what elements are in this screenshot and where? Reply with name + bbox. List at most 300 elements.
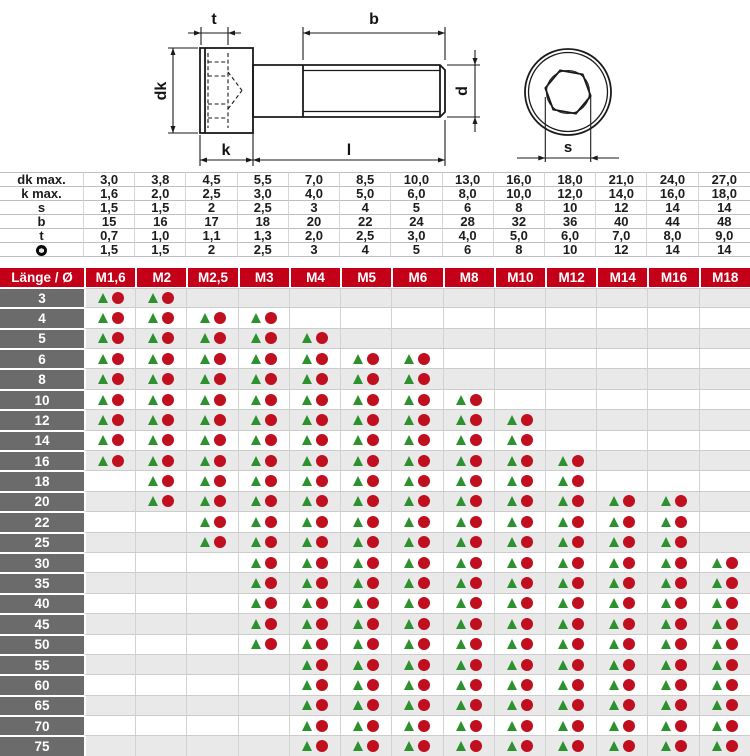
- dimension-row: [0, 201, 750, 215]
- triangle-icon: [251, 558, 261, 568]
- circle-icon: [367, 740, 379, 752]
- availability-markers: [187, 308, 237, 327]
- availability-cell: [84, 674, 135, 694]
- circle-icon: [470, 455, 482, 467]
- availability-markers: [495, 512, 545, 531]
- availability-cell: [443, 695, 494, 715]
- availability-cell: [494, 715, 545, 735]
- availability-cell: [391, 654, 442, 674]
- matrix-row-length-label: 25: [0, 532, 84, 552]
- triangle-icon: [98, 374, 108, 384]
- availability-cell: [545, 368, 596, 388]
- circle-icon: [623, 720, 635, 732]
- availability-cell: [647, 328, 698, 348]
- availability-cell: [391, 572, 442, 592]
- triangle-icon: [661, 537, 671, 547]
- triangle-icon: [353, 496, 363, 506]
- circle-icon: [572, 475, 584, 487]
- matrix-row-length-label: 55: [0, 654, 84, 674]
- availability-cell: [699, 470, 750, 490]
- availability-cell: [289, 348, 340, 368]
- dimension-value-cell: 27,0: [699, 172, 750, 187]
- availability-markers: [444, 655, 494, 674]
- triangle-icon: [712, 639, 722, 649]
- availability-cell: [545, 511, 596, 531]
- triangle-icon: [661, 496, 671, 506]
- availability-cell: [699, 674, 750, 694]
- availability-cell: [494, 450, 545, 470]
- circle-icon: [623, 536, 635, 548]
- matrix-header-size-cell: M5: [340, 268, 391, 288]
- availability-cell: [699, 634, 750, 654]
- circle-icon: [418, 659, 430, 671]
- availability-cell: [545, 552, 596, 572]
- availability-cell: [289, 511, 340, 531]
- availability-cell: [186, 735, 237, 756]
- availability-cell: [647, 491, 698, 511]
- triangle-icon: [609, 639, 619, 649]
- availability-cell: [391, 634, 442, 654]
- availability-cell: [340, 409, 391, 429]
- availability-cell: [494, 552, 545, 572]
- availability-cell: [340, 511, 391, 531]
- circle-icon: [112, 373, 124, 385]
- circle-icon: [316, 455, 328, 467]
- triangle-icon: [609, 700, 619, 710]
- triangle-icon: [609, 660, 619, 670]
- availability-cell: [391, 593, 442, 613]
- availability-cell: [596, 348, 647, 368]
- triangle-icon: [353, 680, 363, 690]
- availability-cell: [84, 654, 135, 674]
- triangle-icon: [302, 558, 312, 568]
- triangle-icon: [251, 313, 261, 323]
- availability-cell: [135, 368, 186, 388]
- availability-cell: [84, 450, 135, 470]
- availability-markers: [392, 512, 442, 531]
- availability-cell: [135, 409, 186, 429]
- circle-icon: [572, 659, 584, 671]
- availability-markers: [341, 471, 391, 490]
- availability-markers: [341, 512, 391, 531]
- triangle-icon: [404, 456, 414, 466]
- availability-markers: [546, 492, 596, 511]
- availability-cell: [443, 532, 494, 552]
- availability-cell: [289, 491, 340, 511]
- availability-cell: [647, 532, 698, 552]
- matrix-row: [0, 674, 750, 694]
- triangle-icon: [404, 619, 414, 629]
- triangle-icon: [148, 456, 158, 466]
- circle-icon: [418, 495, 430, 507]
- dimension-value-cell: 4: [340, 243, 391, 257]
- availability-cell: [596, 389, 647, 409]
- dimension-value-cell: 1,1: [186, 229, 237, 243]
- availability-cell: [135, 593, 186, 613]
- availability-cell: [699, 572, 750, 592]
- triangle-icon: [609, 598, 619, 608]
- circle-icon: [726, 618, 738, 630]
- circle-icon: [521, 455, 533, 467]
- availability-markers: [239, 512, 289, 531]
- availability-cell: [596, 572, 647, 592]
- circle-icon: [112, 312, 124, 324]
- availability-matrix: [0, 268, 750, 756]
- circle-icon: [521, 434, 533, 446]
- circle-icon: [470, 679, 482, 691]
- circle-icon: [675, 720, 687, 732]
- triangle-icon: [558, 598, 568, 608]
- circle-icon: [316, 394, 328, 406]
- triangle-icon: [404, 558, 414, 568]
- availability-cell: [84, 532, 135, 552]
- dimension-row-label: [0, 243, 84, 257]
- availability-markers: [290, 614, 340, 633]
- circle-icon: [521, 720, 533, 732]
- availability-cell: [238, 735, 289, 756]
- availability-cell: [596, 715, 647, 735]
- circle-icon: [418, 414, 430, 426]
- availability-markers: [700, 635, 750, 654]
- availability-cell: [135, 288, 186, 307]
- circle-icon: [675, 699, 687, 711]
- availability-cell: [596, 328, 647, 348]
- availability-markers: [495, 533, 545, 552]
- triangle-icon: [353, 395, 363, 405]
- triangle-icon: [404, 496, 414, 506]
- dimension-value-cell: 24,0: [647, 172, 698, 187]
- availability-cell: [545, 389, 596, 409]
- availability-cell: [238, 695, 289, 715]
- availability-markers: [341, 696, 391, 715]
- availability-cell: [186, 470, 237, 490]
- triangle-icon: [302, 517, 312, 527]
- availability-markers: [444, 594, 494, 613]
- dimension-value-cell: 5: [391, 243, 442, 257]
- availability-markers: [341, 716, 391, 735]
- dimension-value-cell: 7,0: [596, 229, 647, 243]
- circle-icon: [265, 475, 277, 487]
- availability-cell: [647, 450, 698, 470]
- availability-markers: [136, 390, 186, 409]
- triangle-icon: [353, 598, 363, 608]
- availability-cell: [186, 654, 237, 674]
- triangle-icon: [661, 517, 671, 527]
- availability-cell: [699, 389, 750, 409]
- availability-markers: [290, 696, 340, 715]
- triangle-icon: [302, 700, 312, 710]
- triangle-icon: [507, 639, 517, 649]
- circle-icon: [316, 536, 328, 548]
- circle-icon: [367, 618, 379, 630]
- matrix-header-length-label: Länge / Ø: [0, 268, 84, 288]
- availability-cell: [391, 735, 442, 756]
- availability-markers: [290, 594, 340, 613]
- availability-markers: [290, 369, 340, 388]
- availability-cell: [699, 368, 750, 388]
- circle-icon: [214, 536, 226, 548]
- circle-icon: [265, 373, 277, 385]
- availability-markers: [392, 655, 442, 674]
- triangle-icon: [404, 721, 414, 731]
- availability-markers: [648, 614, 698, 633]
- availability-markers: [136, 308, 186, 327]
- triangle-icon: [456, 741, 466, 751]
- circle-icon: [521, 597, 533, 609]
- triangle-icon: [558, 660, 568, 670]
- dimension-value-cell: 5: [391, 201, 442, 215]
- triangle-icon: [456, 721, 466, 731]
- availability-cell: [84, 735, 135, 756]
- circle-icon: [521, 740, 533, 752]
- availability-cell: [494, 307, 545, 327]
- matrix-row-length-label: 75: [0, 735, 84, 756]
- circle-icon: [675, 536, 687, 548]
- availability-markers: [495, 716, 545, 735]
- availability-markers: [290, 471, 340, 490]
- availability-cell: [340, 491, 391, 511]
- availability-cell: [391, 450, 442, 470]
- availability-cell: [186, 715, 237, 735]
- triangle-icon: [302, 456, 312, 466]
- triangle-icon: [251, 537, 261, 547]
- circle-icon: [726, 740, 738, 752]
- triangle-icon: [251, 639, 261, 649]
- matrix-row: [0, 634, 750, 654]
- availability-markers: [444, 696, 494, 715]
- dimension-value-cell: 14: [699, 243, 750, 257]
- availability-markers: [546, 471, 596, 490]
- availability-cell: [135, 695, 186, 715]
- circle-icon: [623, 740, 635, 752]
- circle-icon: [675, 557, 687, 569]
- availability-cell: [494, 389, 545, 409]
- circle-icon: [162, 414, 174, 426]
- circle-icon: [367, 394, 379, 406]
- triangle-icon: [302, 374, 312, 384]
- availability-markers: [290, 736, 340, 756]
- triangle-icon: [558, 680, 568, 690]
- dimension-value-cell: 20: [289, 215, 340, 229]
- triangle-icon: [404, 598, 414, 608]
- availability-cell: [443, 552, 494, 572]
- availability-markers: [597, 512, 647, 531]
- dimension-value-cell: 15: [84, 215, 135, 229]
- availability-markers: [700, 594, 750, 613]
- circle-icon: [418, 434, 430, 446]
- availability-markers: [392, 410, 442, 429]
- availability-markers: [648, 696, 698, 715]
- availability-cell: [135, 552, 186, 572]
- dimension-value-cell: 18,0: [699, 187, 750, 201]
- dimension-value-cell: 6,0: [545, 229, 596, 243]
- triangle-icon: [712, 660, 722, 670]
- availability-cell: [391, 532, 442, 552]
- availability-markers: [392, 349, 442, 368]
- matrix-row: [0, 613, 750, 633]
- availability-cell: [135, 328, 186, 348]
- availability-cell: [135, 654, 186, 674]
- circle-icon: [521, 414, 533, 426]
- triangle-icon: [609, 721, 619, 731]
- triangle-icon: [302, 578, 312, 588]
- dimension-row-label: dk max.: [0, 172, 84, 187]
- triangle-icon: [456, 415, 466, 425]
- availability-cell: [596, 288, 647, 307]
- matrix-row: [0, 389, 750, 409]
- triangle-icon: [353, 354, 363, 364]
- dimension-value-cell: 22: [340, 215, 391, 229]
- triangle-icon: [661, 721, 671, 731]
- availability-markers: [495, 655, 545, 674]
- triangle-icon: [507, 741, 517, 751]
- availability-markers: [187, 390, 237, 409]
- availability-cell: [647, 654, 698, 674]
- circle-icon: [265, 536, 277, 548]
- availability-markers: [597, 533, 647, 552]
- availability-cell: [443, 654, 494, 674]
- availability-cell: [391, 695, 442, 715]
- triangle-icon: [404, 741, 414, 751]
- availability-markers: [136, 289, 186, 307]
- availability-markers: [392, 635, 442, 654]
- dimension-value-cell: 14,0: [596, 187, 647, 201]
- circle-icon: [418, 557, 430, 569]
- circle-icon: [675, 659, 687, 671]
- availability-markers: [239, 492, 289, 511]
- triangle-icon: [661, 639, 671, 649]
- availability-cell: [647, 735, 698, 756]
- circle-icon: [418, 455, 430, 467]
- circle-icon: [623, 679, 635, 691]
- triangle-icon: [609, 741, 619, 751]
- circle-icon: [726, 699, 738, 711]
- dimension-row-label: k max.: [0, 187, 84, 201]
- availability-cell: [494, 695, 545, 715]
- dimension-value-cell: 16,0: [494, 172, 545, 187]
- matrix-header-size-cell: M18: [699, 268, 750, 288]
- availability-cell: [699, 409, 750, 429]
- circle-icon: [418, 394, 430, 406]
- circle-icon: [521, 679, 533, 691]
- triangle-icon: [558, 456, 568, 466]
- dimension-value-cell: 5,0: [494, 229, 545, 243]
- triangle-icon: [404, 578, 414, 588]
- triangle-icon: [507, 456, 517, 466]
- circle-icon: [112, 332, 124, 344]
- circle-icon: [112, 434, 124, 446]
- circle-icon: [265, 414, 277, 426]
- availability-cell: [340, 613, 391, 633]
- availability-cell: [494, 348, 545, 368]
- availability-markers: [239, 614, 289, 633]
- circle-icon: [418, 536, 430, 548]
- matrix-row-length-label: 16: [0, 450, 84, 470]
- matrix-row-length-label: 4: [0, 307, 84, 327]
- availability-cell: [699, 735, 750, 756]
- availability-cell: [443, 593, 494, 613]
- availability-cell: [699, 348, 750, 368]
- circle-icon: [162, 312, 174, 324]
- availability-markers: [495, 471, 545, 490]
- availability-cell: [647, 613, 698, 633]
- availability-markers: [239, 349, 289, 368]
- availability-cell: [699, 532, 750, 552]
- dimension-value-cell: 12: [596, 201, 647, 215]
- availability-markers: [495, 451, 545, 470]
- circle-icon: [367, 516, 379, 528]
- matrix-header-size-cell: M10: [494, 268, 545, 288]
- triangle-icon: [98, 354, 108, 364]
- availability-cell: [84, 409, 135, 429]
- availability-cell: [494, 593, 545, 613]
- dimension-value-cell: 0,7: [84, 229, 135, 243]
- matrix-row-length-label: 6: [0, 348, 84, 368]
- matrix-row: [0, 532, 750, 552]
- availability-cell: [391, 674, 442, 694]
- matrix-row: [0, 328, 750, 348]
- availability-cell: [596, 654, 647, 674]
- availability-markers: [86, 410, 135, 429]
- circle-icon: [470, 495, 482, 507]
- circle-icon: [265, 455, 277, 467]
- availability-markers: [597, 594, 647, 613]
- availability-markers: [546, 614, 596, 633]
- availability-markers: [290, 675, 340, 694]
- triangle-icon: [404, 354, 414, 364]
- triangle-icon: [302, 721, 312, 731]
- availability-markers: [700, 716, 750, 735]
- availability-cell: [596, 307, 647, 327]
- circle-icon: [316, 699, 328, 711]
- availability-markers: [239, 329, 289, 348]
- circle-icon: [265, 597, 277, 609]
- circle-icon: [214, 353, 226, 365]
- availability-markers: [239, 471, 289, 490]
- triangle-icon: [302, 537, 312, 547]
- triangle-icon: [661, 598, 671, 608]
- availability-cell: [545, 307, 596, 327]
- availability-cell: [647, 348, 698, 368]
- triangle-icon: [661, 558, 671, 568]
- dimension-value-cell: 6,0: [391, 187, 442, 201]
- circle-icon: [316, 475, 328, 487]
- hex-socket-hidden-lines: [208, 53, 242, 128]
- triangle-icon: [302, 496, 312, 506]
- availability-cell: [84, 572, 135, 592]
- availability-markers: [392, 594, 442, 613]
- dimension-value-cell: 7,0: [289, 172, 340, 187]
- dim-k-label: k: [221, 142, 231, 159]
- circle-icon: [470, 638, 482, 650]
- triangle-icon: [609, 558, 619, 568]
- availability-cell: [545, 735, 596, 756]
- triangle-icon: [353, 517, 363, 527]
- circle-icon: [367, 638, 379, 650]
- availability-cell: [545, 532, 596, 552]
- availability-cell: [647, 572, 698, 592]
- dimension-row: [0, 187, 750, 201]
- circle-icon: [162, 455, 174, 467]
- triangle-icon: [661, 619, 671, 629]
- availability-markers: [239, 308, 289, 327]
- availability-markers: [444, 410, 494, 429]
- availability-cell: [238, 348, 289, 368]
- availability-cell: [699, 613, 750, 633]
- availability-markers: [341, 614, 391, 633]
- circle-icon: [521, 516, 533, 528]
- triangle-icon: [251, 354, 261, 364]
